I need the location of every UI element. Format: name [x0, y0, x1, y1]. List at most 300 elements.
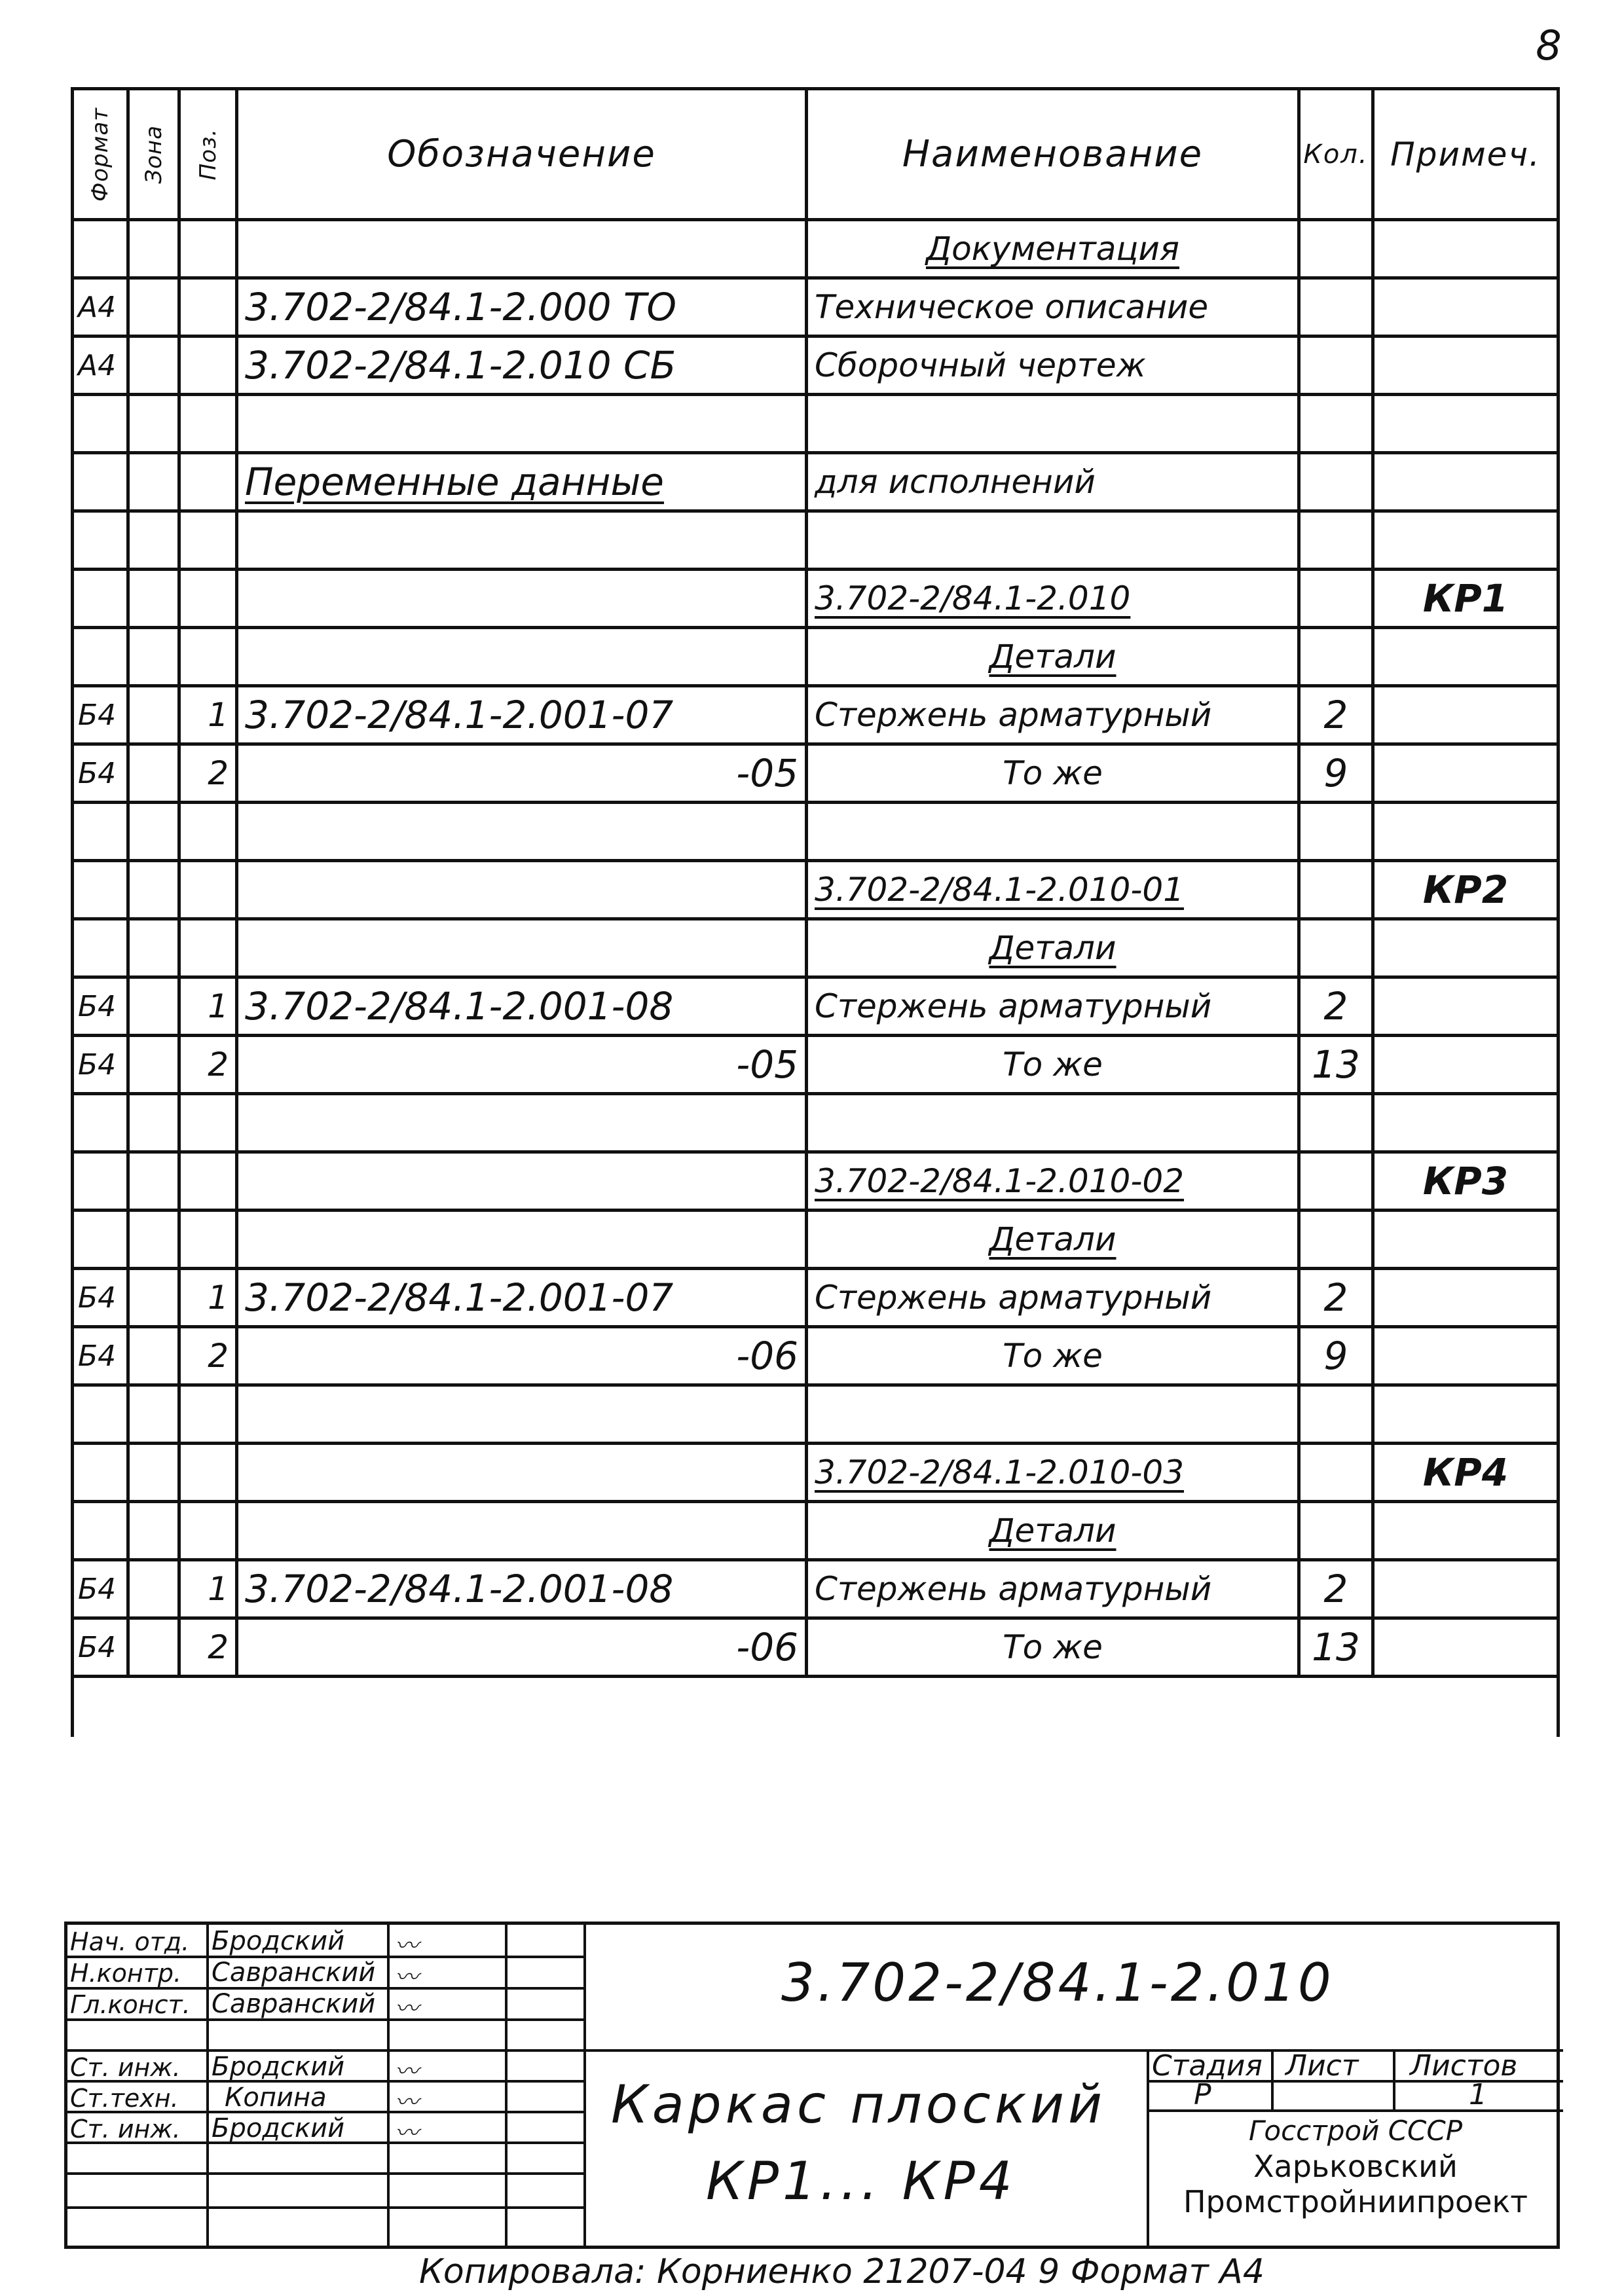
- cell-pos: [179, 803, 237, 861]
- cell-name-text: Детали: [989, 1220, 1116, 1258]
- cell-zone: [128, 1385, 179, 1444]
- stage-value: Р: [1194, 2078, 1211, 2111]
- cell-format: [73, 686, 128, 744]
- cell-note: [1373, 744, 1559, 803]
- table-row: [73, 337, 1559, 395]
- cell-pos: [179, 511, 237, 570]
- cell-zone: [128, 278, 179, 337]
- cell-note: [1373, 977, 1559, 1036]
- cell-name: [807, 453, 1299, 511]
- cell-name-text: Детали: [989, 929, 1116, 967]
- cell-qty: [1299, 1444, 1373, 1502]
- sheets-value: 1: [1469, 2078, 1487, 2111]
- cell-qty: [1299, 1502, 1373, 1560]
- cell-pos: [179, 1036, 237, 1094]
- cell-name: [807, 861, 1299, 919]
- cell-pos-text: 1: [208, 987, 229, 1025]
- copy-footer: Копировала: Корниенко 21207-04 9 Формат А4: [419, 2252, 1264, 2291]
- cell-note: [1373, 220, 1559, 278]
- cell-qty: [1299, 278, 1373, 337]
- cell-name: [807, 919, 1299, 977]
- cell-designation-text: 3.702-2/84.1-2.001-07: [245, 1275, 674, 1320]
- cell-note: [1373, 337, 1559, 395]
- cell-name: [807, 337, 1299, 395]
- cell-name: [807, 395, 1299, 453]
- cell-designation: [237, 1444, 807, 1502]
- table-row: [73, 511, 1559, 570]
- cell-zone: [128, 1211, 179, 1269]
- cell-note-text: КР2: [1422, 867, 1509, 912]
- cell-qty-text: 2: [1323, 984, 1348, 1029]
- signature-4: 〰: [395, 2089, 419, 2116]
- cell-name: [807, 1094, 1299, 1152]
- cell-designation: [237, 570, 807, 628]
- cell-qty: [1299, 220, 1373, 278]
- cell-name-text: для исполнений: [815, 463, 1096, 501]
- cell-zone: [128, 1327, 179, 1385]
- cell-pos: [179, 1211, 237, 1269]
- cell-format-text: Б4: [78, 1630, 117, 1664]
- cell-name-text: Стержень арматурный: [815, 1570, 1212, 1608]
- cell-pos: [179, 628, 237, 686]
- cell-format-text: А4: [78, 348, 117, 382]
- cell-format: [73, 1094, 128, 1152]
- cell-designation-text: 3.702-2/84.1-2.001-08: [245, 1567, 674, 1611]
- cell-name: [807, 1152, 1299, 1211]
- cell-note: [1373, 861, 1559, 919]
- cell-format: [73, 977, 128, 1036]
- cell-name: [807, 1618, 1299, 1677]
- cell-pos: [179, 395, 237, 453]
- cell-pos: [179, 278, 237, 337]
- cell-format-text: Б4: [78, 1281, 117, 1315]
- table-row: [73, 628, 1559, 686]
- cell-format-text: Б4: [78, 1572, 117, 1606]
- cell-name: [807, 1036, 1299, 1094]
- cell-name: [807, 570, 1299, 628]
- stage-label: Стадия: [1152, 2049, 1263, 2083]
- cell-zone: [128, 1269, 179, 1327]
- cell-zone: [128, 744, 179, 803]
- cell-format: [73, 570, 128, 628]
- signature-0: 〰: [395, 1933, 419, 1959]
- cell-format: [73, 1327, 128, 1385]
- cell-name-text: Стержень арматурный: [815, 1279, 1212, 1317]
- cell-zone: [128, 1560, 179, 1618]
- cell-name: [807, 1444, 1299, 1502]
- empty-cell: [73, 1677, 1559, 1737]
- cell-note: [1373, 1618, 1559, 1677]
- cell-designation: [237, 1269, 807, 1327]
- cell-qty: [1299, 1560, 1373, 1618]
- table-row: [73, 1444, 1559, 1502]
- cell-qty-text: 13: [1312, 1625, 1360, 1669]
- cell-note: [1373, 395, 1559, 453]
- cell-zone: [128, 1444, 179, 1502]
- cell-format: [73, 278, 128, 337]
- cell-format-text: Б4: [78, 1339, 117, 1373]
- cell-name: [807, 278, 1299, 337]
- cell-format: [73, 1036, 128, 1094]
- person-name-3: Бродский: [212, 2052, 345, 2082]
- cell-qty-text: 9: [1323, 751, 1348, 795]
- cell-name: [807, 1385, 1299, 1444]
- cell-pos: [179, 977, 237, 1036]
- person-name-0: Бродский: [212, 1926, 345, 1956]
- cell-designation: [237, 1327, 807, 1385]
- cell-pos: [179, 1444, 237, 1502]
- signature-1: 〰: [395, 1964, 419, 1991]
- cell-name-text: Стержень арматурный: [815, 987, 1212, 1025]
- cell-note: [1373, 1385, 1559, 1444]
- cell-qty: [1299, 861, 1373, 919]
- header-note: Примеч.: [1373, 89, 1559, 220]
- org-line3: Промстройниипроект: [1183, 2184, 1528, 2219]
- cell-note: [1373, 919, 1559, 977]
- table-row: [73, 1618, 1559, 1677]
- cell-name: [807, 220, 1299, 278]
- cell-designation: [237, 744, 807, 803]
- cell-format: [73, 1269, 128, 1327]
- cell-designation: [237, 1502, 807, 1560]
- cell-designation: [237, 628, 807, 686]
- cell-name: [807, 1560, 1299, 1618]
- cell-zone: [128, 977, 179, 1036]
- cell-name-text: 3.702-2/84.1-2.010-02: [815, 1162, 1185, 1200]
- cell-qty-text: 2: [1323, 693, 1348, 737]
- cell-designation: [237, 1211, 807, 1269]
- cell-qty: [1299, 1094, 1373, 1152]
- cell-designation-text: Переменные данные: [245, 460, 664, 504]
- cell-pos-text: 2: [208, 1628, 229, 1666]
- table-row: [73, 1211, 1559, 1269]
- cell-qty: [1299, 744, 1373, 803]
- drawing-title-line2: КР1... КР4: [706, 2151, 1016, 2212]
- cell-name-text: 3.702-2/84.1-2.010: [815, 579, 1131, 617]
- cell-designation: [237, 977, 807, 1036]
- table-row: [73, 570, 1559, 628]
- cell-note: [1373, 1327, 1559, 1385]
- cell-pos: [179, 919, 237, 977]
- cell-name: [807, 686, 1299, 744]
- cell-note-text: КР3: [1422, 1159, 1509, 1203]
- cell-pos: [179, 744, 237, 803]
- cell-name-text: 3.702-2/84.1-2.010-01: [815, 871, 1185, 909]
- cell-zone: [128, 1094, 179, 1152]
- cell-format: [73, 744, 128, 803]
- cell-zone: [128, 686, 179, 744]
- cell-designation: [237, 1560, 807, 1618]
- cell-note: [1373, 686, 1559, 744]
- cell-pos: [179, 686, 237, 744]
- cell-designation: [237, 453, 807, 511]
- cell-pos: [179, 1618, 237, 1677]
- cell-name-text: То же: [1003, 1337, 1103, 1375]
- role-0: Нач. отд.: [70, 1927, 190, 1956]
- cell-note: [1373, 803, 1559, 861]
- cell-zone: [128, 1036, 179, 1094]
- cell-designation-text: -05: [736, 1042, 798, 1087]
- table-row: [73, 1152, 1559, 1211]
- cell-pos: [179, 337, 237, 395]
- cell-zone: [128, 511, 179, 570]
- cell-qty: [1299, 1152, 1373, 1211]
- cell-pos: [179, 220, 237, 278]
- cell-designation-text: -06: [736, 1334, 798, 1378]
- cell-pos-text: 2: [208, 1046, 229, 1084]
- cell-name-text: То же: [1003, 1628, 1103, 1666]
- cell-designation: [237, 278, 807, 337]
- cell-name: [807, 628, 1299, 686]
- cell-pos-text: 1: [208, 1279, 229, 1317]
- table-row-empty: [73, 1677, 1559, 1737]
- cell-format: [73, 1618, 128, 1677]
- cell-pos-text: 1: [208, 696, 229, 734]
- cell-designation-text: -06: [736, 1625, 798, 1669]
- cell-format: [73, 337, 128, 395]
- cell-designation: [237, 1152, 807, 1211]
- signature-2: 〰: [395, 1995, 419, 2022]
- header-format: Формат: [73, 89, 128, 220]
- cell-qty-text: 9: [1323, 1334, 1348, 1378]
- cell-name-text: Стержень арматурный: [815, 696, 1212, 734]
- cell-designation-text: -05: [736, 751, 798, 795]
- cell-note: [1373, 453, 1559, 511]
- cell-designation: [237, 919, 807, 977]
- cell-qty: [1299, 1036, 1373, 1094]
- drawing-title-line1: Каркас плоский: [611, 2074, 1107, 2135]
- table-row: [73, 744, 1559, 803]
- cell-note: [1373, 1269, 1559, 1327]
- cell-name: [807, 803, 1299, 861]
- cell-designation: [237, 337, 807, 395]
- cell-note: [1373, 1094, 1559, 1152]
- cell-qty: [1299, 919, 1373, 977]
- cell-zone: [128, 453, 179, 511]
- table-row: [73, 220, 1559, 278]
- cell-pos: [179, 1385, 237, 1444]
- cell-designation-text: 3.702-2/84.1-2.001-07: [245, 693, 674, 737]
- cell-zone: [128, 803, 179, 861]
- cell-format-text: Б4: [78, 756, 117, 790]
- document-code: 3.702-2/84.1-2.010: [781, 1952, 1334, 2013]
- cell-pos: [179, 570, 237, 628]
- cell-pos-text: 1: [208, 1570, 229, 1608]
- cell-name: [807, 1502, 1299, 1560]
- cell-qty-text: 2: [1323, 1275, 1348, 1320]
- org-line1: Госстрой СССР: [1248, 2115, 1463, 2147]
- cell-pos-text: 2: [208, 1337, 229, 1375]
- cell-qty: [1299, 1327, 1373, 1385]
- cell-format: [73, 628, 128, 686]
- table-row: [73, 1385, 1559, 1444]
- cell-designation: [237, 220, 807, 278]
- cell-format: [73, 919, 128, 977]
- cell-zone: [128, 1502, 179, 1560]
- cell-zone: [128, 919, 179, 977]
- cell-note: [1373, 1036, 1559, 1094]
- table-row: [73, 803, 1559, 861]
- role-5: Ст. инж.: [70, 2115, 181, 2143]
- header-qty: Кол.: [1299, 89, 1373, 220]
- table-row: [73, 1269, 1559, 1327]
- cell-designation: [237, 395, 807, 453]
- table-row: [73, 1094, 1559, 1152]
- sheet-label: Лист: [1285, 2049, 1359, 2083]
- cell-qty: [1299, 686, 1373, 744]
- cell-pos: [179, 1502, 237, 1560]
- cell-zone: [128, 1618, 179, 1677]
- cell-note: [1373, 1152, 1559, 1211]
- cell-qty: [1299, 803, 1373, 861]
- table-header-row: [73, 89, 1559, 220]
- table-row: [73, 1327, 1559, 1385]
- cell-note-text: КР4: [1422, 1450, 1509, 1495]
- person-name-2: Савранский: [212, 1989, 376, 2019]
- cell-designation: [237, 1385, 807, 1444]
- cell-format: [73, 1211, 128, 1269]
- cell-format: [73, 1560, 128, 1618]
- cell-note: [1373, 628, 1559, 686]
- cell-qty: [1299, 1211, 1373, 1269]
- cell-qty: [1299, 395, 1373, 453]
- org-line2: Харьковский: [1253, 2149, 1458, 2184]
- cell-designation-text: 3.702-2/84.1-2.001-08: [245, 984, 674, 1029]
- cell-designation-text: 3.702-2/84.1-2.000 ТО: [245, 285, 677, 329]
- cell-qty: [1299, 977, 1373, 1036]
- title-block: [64, 1922, 1560, 2249]
- cell-name-text: Сборочный чертеж: [815, 346, 1146, 384]
- cell-name: [807, 977, 1299, 1036]
- cell-name: [807, 1327, 1299, 1385]
- cell-format-text: А4: [78, 290, 117, 324]
- cell-designation: [237, 861, 807, 919]
- role-3: Ст. инж.: [70, 2053, 181, 2082]
- cell-designation-text: 3.702-2/84.1-2.010 СБ: [245, 343, 676, 388]
- cell-note: [1373, 511, 1559, 570]
- cell-zone: [128, 1152, 179, 1211]
- cell-name: [807, 511, 1299, 570]
- cell-zone: [128, 395, 179, 453]
- role-1: Н.контр.: [70, 1959, 182, 1988]
- cell-format: [73, 1502, 128, 1560]
- signature-3: 〰: [395, 2058, 419, 2085]
- header-name: Наименование: [807, 89, 1299, 220]
- specification-table: [71, 87, 1560, 1737]
- role-4: Ст.техн.: [70, 2084, 179, 2113]
- person-name-5: Бродский: [212, 2113, 345, 2143]
- cell-format: [73, 453, 128, 511]
- table-row: [73, 919, 1559, 977]
- cell-qty: [1299, 453, 1373, 511]
- cell-designation: [237, 803, 807, 861]
- cell-format: [73, 395, 128, 453]
- cell-pos: [179, 1152, 237, 1211]
- cell-note-text: КР1: [1422, 576, 1509, 621]
- cell-designation: [237, 511, 807, 570]
- table-row: [73, 861, 1559, 919]
- cell-qty: [1299, 1618, 1373, 1677]
- cell-format-text: Б4: [78, 989, 117, 1023]
- header-designation: Обозначение: [237, 89, 807, 220]
- cell-designation: [237, 1036, 807, 1094]
- cell-qty: [1299, 337, 1373, 395]
- cell-name-text: Детали: [989, 1512, 1116, 1550]
- cell-format: [73, 803, 128, 861]
- header-pos: Поз.: [179, 89, 237, 220]
- cell-zone: [128, 861, 179, 919]
- cell-pos: [179, 1269, 237, 1327]
- cell-qty: [1299, 1385, 1373, 1444]
- cell-pos: [179, 453, 237, 511]
- cell-pos: [179, 1327, 237, 1385]
- table-row: [73, 453, 1559, 511]
- cell-note: [1373, 1211, 1559, 1269]
- cell-format: [73, 220, 128, 278]
- cell-format: [73, 511, 128, 570]
- cell-name: [807, 1269, 1299, 1327]
- cell-name: [807, 1211, 1299, 1269]
- table-row: [73, 395, 1559, 453]
- cell-qty-text: 2: [1323, 1567, 1348, 1611]
- cell-pos-text: 2: [208, 754, 229, 792]
- person-name-4: Копина: [225, 2083, 327, 2113]
- cell-name-text: То же: [1003, 754, 1103, 792]
- cell-format: [73, 1152, 128, 1211]
- table-row: [73, 977, 1559, 1036]
- table-row: [73, 278, 1559, 337]
- cell-pos: [179, 1560, 237, 1618]
- cell-designation: [237, 1094, 807, 1152]
- cell-format: [73, 1385, 128, 1444]
- cell-zone: [128, 220, 179, 278]
- cell-qty: [1299, 1269, 1373, 1327]
- cell-note: [1373, 278, 1559, 337]
- cell-format: [73, 861, 128, 919]
- cell-qty: [1299, 570, 1373, 628]
- cell-qty: [1299, 511, 1373, 570]
- cell-note: [1373, 570, 1559, 628]
- cell-qty: [1299, 628, 1373, 686]
- cell-zone: [128, 337, 179, 395]
- header-zone: Зона: [128, 89, 179, 220]
- sheets-label: Листов: [1410, 2049, 1518, 2083]
- cell-format-text: Б4: [78, 1048, 117, 1082]
- table-row: [73, 1560, 1559, 1618]
- cell-pos: [179, 1094, 237, 1152]
- cell-qty-text: 13: [1312, 1042, 1360, 1087]
- sheet-number: 8: [1536, 22, 1562, 69]
- cell-name-text: Документация: [926, 230, 1179, 268]
- cell-name-text: Детали: [989, 638, 1116, 676]
- cell-name: [807, 744, 1299, 803]
- signature-5: 〰: [395, 2120, 419, 2147]
- cell-name-text: То же: [1003, 1046, 1103, 1084]
- cell-designation: [237, 686, 807, 744]
- table-row: [73, 686, 1559, 744]
- cell-designation: [237, 1618, 807, 1677]
- cell-note: [1373, 1444, 1559, 1502]
- cell-pos: [179, 861, 237, 919]
- cell-format: [73, 1444, 128, 1502]
- role-2: Гл.конст.: [70, 1990, 191, 2019]
- cell-zone: [128, 628, 179, 686]
- cell-note: [1373, 1560, 1559, 1618]
- cell-format-text: Б4: [78, 698, 117, 732]
- cell-note: [1373, 1502, 1559, 1560]
- cell-name-text: Техническое описание: [815, 288, 1209, 326]
- table-row: [73, 1036, 1559, 1094]
